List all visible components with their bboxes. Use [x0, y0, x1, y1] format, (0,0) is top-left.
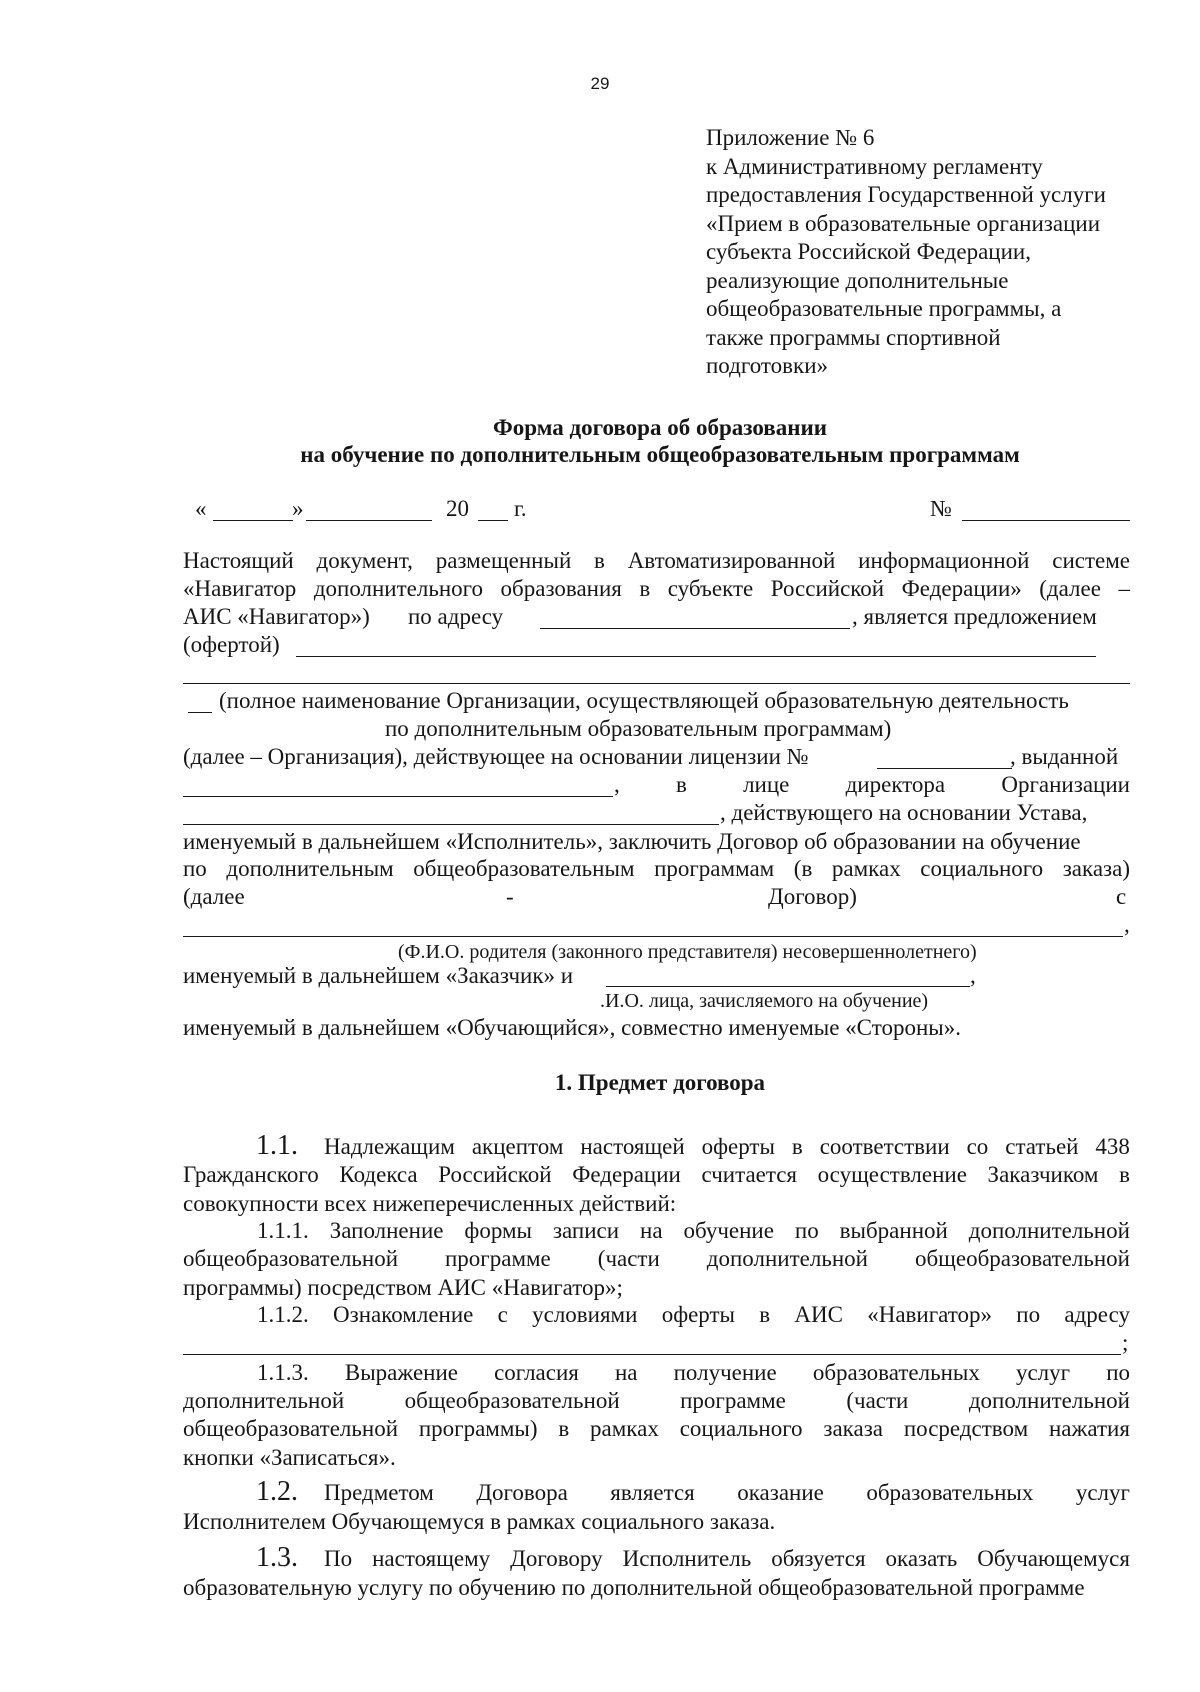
org-full-line: [183, 683, 1130, 684]
intro-offer-text: , является предложением: [852, 604, 1097, 629]
day-blank: [213, 520, 293, 521]
org-short-blank: [188, 712, 212, 713]
license-text: (далее – Организация), действующее на основании лицензии №: [183, 744, 809, 769]
offer-address-blank: [183, 1354, 1121, 1355]
executor-line: именуемый в дальнейшем «Исполнитель», заключить Договор об образовании на обучение: [183, 829, 1081, 854]
student-name-blank: [606, 986, 970, 987]
contract-number-label: №: [930, 496, 952, 521]
clause-1-3-line-2: образовательную услугу по обучению по дополнительной общеобразовательной программе: [183, 1575, 1085, 1600]
clause-1-1-line-2: Гражданского Кодекса Российской Федерации считается осуществление Заказчиком в: [183, 1162, 1130, 1187]
intro-address-label: по адресу: [408, 604, 504, 629]
clause-1-1-3-line-3: общеобразовательной программы) в рамках социального заказа посредством нажатия: [183, 1416, 1130, 1441]
address-blank: [540, 628, 850, 629]
intro-line-2: «Навигатор дополнительного образования в субъекте Российской Федерации» (далее –: [183, 576, 1130, 601]
clause-1-1-1-line-3: программы) посредством АИС «Навигатор»;: [183, 1275, 623, 1300]
parent-comma: ,: [1124, 912, 1130, 937]
dalee-dash: -: [506, 884, 514, 909]
month-blank: [306, 520, 432, 521]
intro-line-1: Настоящий документ, размещенный в Автоматизированной информационной системе: [183, 548, 1130, 573]
clause-1-1-3-line-2: дополнительной общеобразовательной программе (части дополнительной: [183, 1388, 1130, 1413]
contract-number-blank: [962, 520, 1130, 521]
year-blank: [478, 520, 508, 521]
appendix-line: подготовки»: [706, 353, 828, 378]
page-number: 29: [590, 74, 610, 93]
clause-1-1-3-line-1: 1.1.3. Выражение согласия на получение образовательных услуг по: [257, 1360, 1130, 1385]
clause-1-3-number: 1.3.: [256, 1542, 298, 1573]
appendix-line: Приложение № 6: [706, 125, 875, 150]
clause-1-1-3-line-4: кнопки «Записаться».: [183, 1445, 396, 1470]
license-number-blank: [877, 768, 1012, 769]
org-name-caption-2: по дополнительным образовательным программам): [385, 716, 892, 741]
offer-address-end: ;: [1122, 1330, 1129, 1355]
title-line-2: на обучение по дополнительным общеобразовательным программам: [300, 442, 1020, 467]
dalee-with: с: [1116, 884, 1127, 909]
appendix-line: предоставления Государственной услуги: [706, 182, 1106, 207]
document-title: [180, 414, 1140, 468]
customer-comma: ,: [970, 963, 976, 988]
year-prefix: 20: [446, 496, 469, 521]
clause-1-1-line-3: совокупности всех нижеперечисленных действий:: [183, 1191, 677, 1216]
clause-1-2-line-1: Предметом Договора является оказание образовательных услуг: [324, 1480, 1130, 1505]
clause-1-3-line-1: По настоящему Договору Исполнитель обязуется оказать Обучающемуся: [324, 1546, 1130, 1571]
clause-1-2-number: 1.2.: [256, 1476, 298, 1507]
appendix-header: [706, 124, 1176, 381]
appendix-line: субъекта Российской Федерации,: [706, 239, 1031, 264]
clause-1-1-number: 1.1.: [256, 1130, 298, 1161]
date-quote-close: »: [292, 496, 304, 521]
appendix-line: реализующие дополнительные: [706, 267, 1009, 293]
appendix-line: к Административному регламенту: [706, 153, 1043, 179]
date-quote-open: «: [195, 496, 207, 521]
clause-1-1-1-line-1: 1.1.1. Заполнение формы записи на обучение по выбранной дополнительной: [257, 1218, 1130, 1243]
clause-1-1-line-1: Надлежащим акцептом настоящей оферты в соответствии со статьей 438: [324, 1134, 1130, 1159]
student-line: именуемый в дальнейшем «Обучающийся», совместно именуемые «Стороны».: [183, 1015, 961, 1040]
license-issuer-blank: [183, 796, 613, 797]
appendix-line: «Прием в образовательные организации: [706, 210, 1100, 236]
year-suffix: г.: [514, 496, 527, 521]
parent-name-blank: [183, 936, 1123, 937]
student-caption: .И.О. лица, зачисляемого на обучение): [600, 990, 929, 1012]
dalee-contract: Договор): [768, 884, 857, 909]
ustav-text: , действующего на основании Устава,: [720, 800, 1088, 825]
appendix-line: также программы спортивной: [706, 324, 1001, 350]
intro-ais: АИС «Навигатор»): [183, 604, 370, 629]
clause-1-1-1-line-2: общеобразовательной программе (части дополнительной общеобразовательной: [183, 1246, 1130, 1271]
director-line: , в лице директора Организации: [614, 772, 1130, 797]
title-line-1: Форма договора об образовании: [493, 415, 827, 440]
section-1-title: 1. Предмет договора: [554, 1070, 766, 1095]
dalee-word: (далее: [183, 884, 245, 909]
org-name-caption: (полное наименование Организации, осуществляющей образовательную деятельность: [219, 688, 1069, 713]
appendix-line: общеобразовательные программы, а: [706, 296, 1062, 321]
director-name-blank: [183, 824, 719, 825]
clause-1-2-line-2: Исполнителем Обучающемуся в рамках социального заказа.: [183, 1509, 776, 1534]
parent-caption: (Ф.И.О. родителя (законного представителя) несовершеннолетнего): [398, 941, 977, 963]
customer-line: именуемый в дальнейшем «Заказчик» и: [183, 963, 574, 988]
license-issued: , выданной: [1010, 744, 1119, 769]
programs-line: по дополнительным общеобразовательным программам (в рамках социального заказа): [183, 856, 1130, 881]
offer-blank: [296, 656, 1096, 657]
intro-offer-label: (офертой): [183, 632, 280, 657]
clause-1-1-2-line-1: 1.1.2. Ознакомление с условиями оферты в АИС «Навигатор» по адресу: [257, 1302, 1130, 1327]
